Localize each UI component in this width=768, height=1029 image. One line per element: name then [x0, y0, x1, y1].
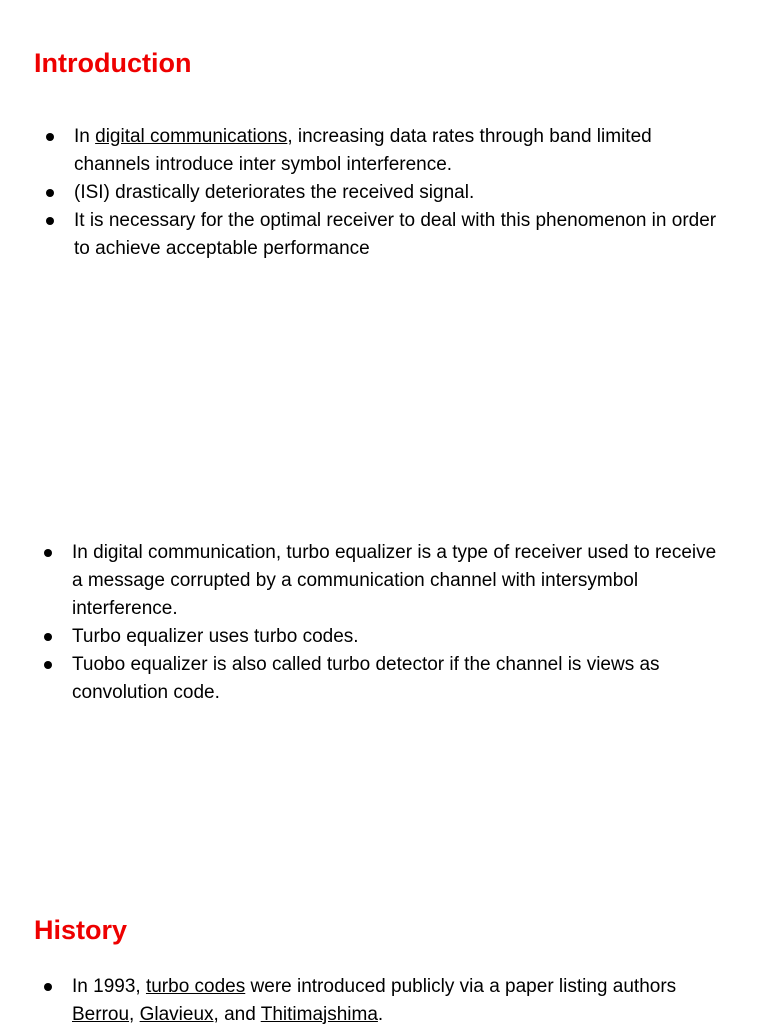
list-item	[46, 123, 726, 179]
history-list	[44, 973, 734, 1029]
history-heading: History	[34, 915, 128, 945]
bullet-icon	[44, 661, 52, 669]
item-text-1: In 1993,	[72, 976, 146, 997]
item-text-3: ,	[129, 1004, 140, 1025]
bullet-icon	[46, 189, 54, 197]
item-text: Tuobo equalizer is also called turbo detector if the channel is views as convolution code.	[72, 654, 660, 703]
list-item	[46, 207, 726, 263]
list-item	[44, 539, 724, 623]
item-text: Turbo equalizer uses turbo codes.	[72, 626, 359, 647]
introduction-list-2	[44, 539, 724, 707]
list-item	[44, 623, 724, 651]
digital-communications-link[interactable]: digital communications	[95, 126, 288, 147]
bullet-icon	[44, 983, 52, 991]
item-suffix: , increasing data rates through band limited channels introduce inter symbol interference.	[74, 126, 652, 175]
item-text-4: , and	[213, 1004, 261, 1025]
thitimajshima-link[interactable]: Thitimajshima	[260, 1004, 378, 1025]
berrou-link[interactable]: Berrou	[72, 1004, 130, 1025]
item-text-2: were introduced publicly via a paper listing authors	[245, 976, 677, 997]
bullet-icon	[46, 133, 54, 141]
list-item	[46, 179, 726, 207]
item-text: It is necessary for the optimal receiver to deal with this phenomenon in order to achieve acceptable performance	[74, 210, 717, 259]
list-item	[44, 973, 734, 1029]
item-text-5: .	[377, 1004, 384, 1025]
list-item	[44, 651, 724, 707]
introduction-heading: Introduction	[34, 48, 192, 78]
bullet-icon	[44, 633, 52, 641]
bullet-icon	[46, 217, 54, 225]
turbo-codes-link[interactable]: turbo codes	[145, 976, 246, 997]
glavieux-link[interactable]: Glavieux	[139, 1004, 214, 1025]
item-text: In digital communication, turbo equalizer is a type of receiver used to receive a message corrupted by a communication channel with intersymbol interference.	[72, 542, 717, 619]
item-prefix: In	[74, 126, 96, 147]
bullet-icon	[44, 549, 52, 557]
item-text: (ISI) drastically deteriorates the received signal.	[74, 182, 475, 203]
introduction-list-1	[46, 123, 726, 263]
